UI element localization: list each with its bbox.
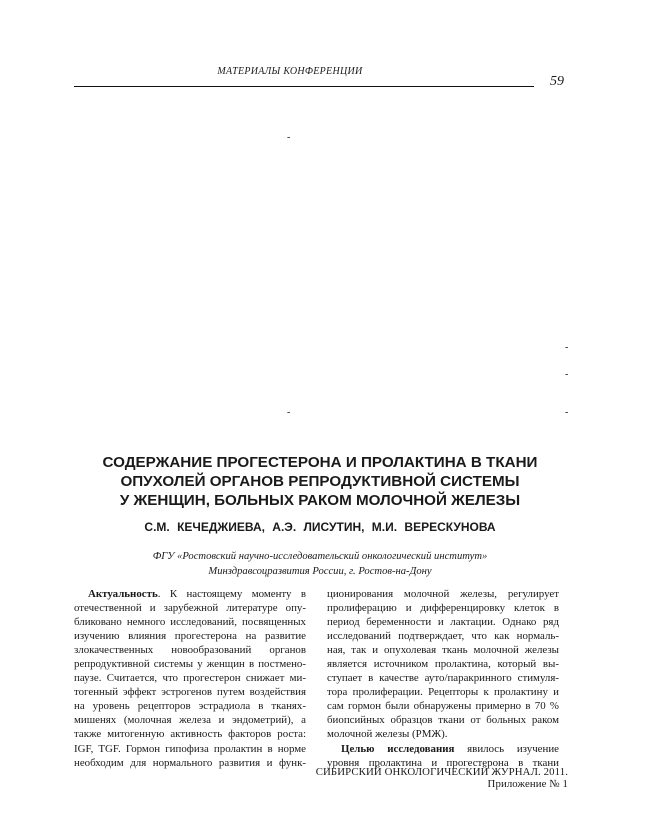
text-line: ступает в качестве ауто/паракринного стимуля- bbox=[327, 672, 559, 685]
title-line: У ЖЕНЩИН, БОЛЬНЫХ РАКОМ МОЛОЧНОЙ ЖЕЛЕЗЫ bbox=[119, 492, 521, 509]
text-line: паузе. Считается, что прогестерон снижает ми- bbox=[74, 672, 306, 685]
dash-mark: - bbox=[287, 132, 291, 143]
text-line: злокачественных новообразований органов bbox=[74, 644, 306, 657]
body-column-right bbox=[327, 587, 559, 770]
text-line: период беременности и лактации. Однако ряд bbox=[327, 616, 559, 629]
affiliation-line: Минздравсоцразвития России, г. Ростов-на-Дону bbox=[208, 566, 432, 577]
text-line: тора пролиферации. Рецепторы к пролактину и bbox=[327, 686, 559, 699]
affiliation bbox=[90, 549, 550, 579]
article-title bbox=[60, 453, 580, 510]
dash-mark: - bbox=[565, 342, 569, 353]
text-line: сам гормон были обнаружены примерно в 70 % bbox=[327, 700, 559, 713]
text-line: на уровень рецепторов эстрадиола в тканях- bbox=[74, 700, 306, 713]
lead-rest: явилось изучение bbox=[454, 742, 559, 755]
authors: С.М. КЕЧЕДЖИЕВА, А.Э. ЛИСУТИН, М.И. ВЕРЕСКУНОВА bbox=[144, 520, 496, 534]
header-rule bbox=[74, 86, 534, 87]
text-line: молочной железы (РМЖ). bbox=[327, 728, 448, 741]
affiliation-line: ФГУ «Ростовский научно-исследовательский онкологический институт» bbox=[152, 551, 488, 562]
journal-footer: СИБИРСКИЙ ОНКОЛОГИЧЕСКИЙ ЖУРНАЛ. 2011. Приложение № 1 bbox=[315, 766, 568, 790]
text-line: также митогенную активность факторов роста: bbox=[74, 728, 306, 741]
section-term: Актуальность bbox=[88, 588, 158, 600]
dash-mark: - bbox=[565, 369, 569, 380]
text-line: бликовано немного исследований, посвященных bbox=[74, 616, 306, 629]
page-number: 59 bbox=[550, 74, 564, 89]
section-term: Целью исследования bbox=[341, 742, 455, 755]
text-line: тогенный эффект эстрогенов путем воздействия bbox=[74, 686, 306, 699]
text-line: изучению влияния прогестерона на развитие bbox=[74, 630, 306, 643]
text-line: ная, так и опухолевая ткань молочной железы bbox=[327, 644, 559, 657]
text-line: необходим для нормального развития и функ- bbox=[74, 756, 306, 769]
lead-rest: . К настоящему моменту в bbox=[157, 588, 306, 600]
text-line: репродуктивной системы у женщин в постмено- bbox=[74, 658, 306, 671]
text-line: уровня пролактина и прогестерона в ткани bbox=[327, 756, 559, 769]
dash-mark: - bbox=[565, 407, 569, 418]
text-line: отечественной и зарубежной литературе опу- bbox=[74, 602, 306, 615]
running-header: МАТЕРИАЛЫ КОНФЕРЕНЦИИ bbox=[217, 66, 363, 77]
text-line: IGF, TGF. Гормон гипофиза пролактин в норме bbox=[74, 742, 306, 755]
title-line: ОПУХОЛЕЙ ОРГАНОВ РЕПРОДУКТИВНОЙ СИСТЕМЫ bbox=[120, 473, 520, 490]
paragraph-lead-line bbox=[327, 742, 559, 756]
body-column-left bbox=[74, 587, 306, 770]
text-line: является источником пролактина, который вы- bbox=[327, 658, 559, 671]
text-line: ционирования молочной железы, регулирует bbox=[327, 588, 559, 600]
text-line: исследований подтверждает, что как нормаль- bbox=[327, 630, 559, 643]
title-line: СОДЕРЖАНИЕ ПРОГЕСТЕРОНА И ПРОЛАКТИНА В ТКАНИ bbox=[102, 454, 538, 471]
dash-mark: - bbox=[287, 407, 291, 418]
text-line: пролиферацию и дифференцировку клеток в bbox=[327, 602, 559, 615]
text-line: биопсийных образцов ткани от больных раком bbox=[327, 714, 559, 727]
text-line: мишенях (молочная железа и эндометрий), а bbox=[74, 714, 306, 727]
paragraph-lead-line bbox=[74, 587, 306, 601]
